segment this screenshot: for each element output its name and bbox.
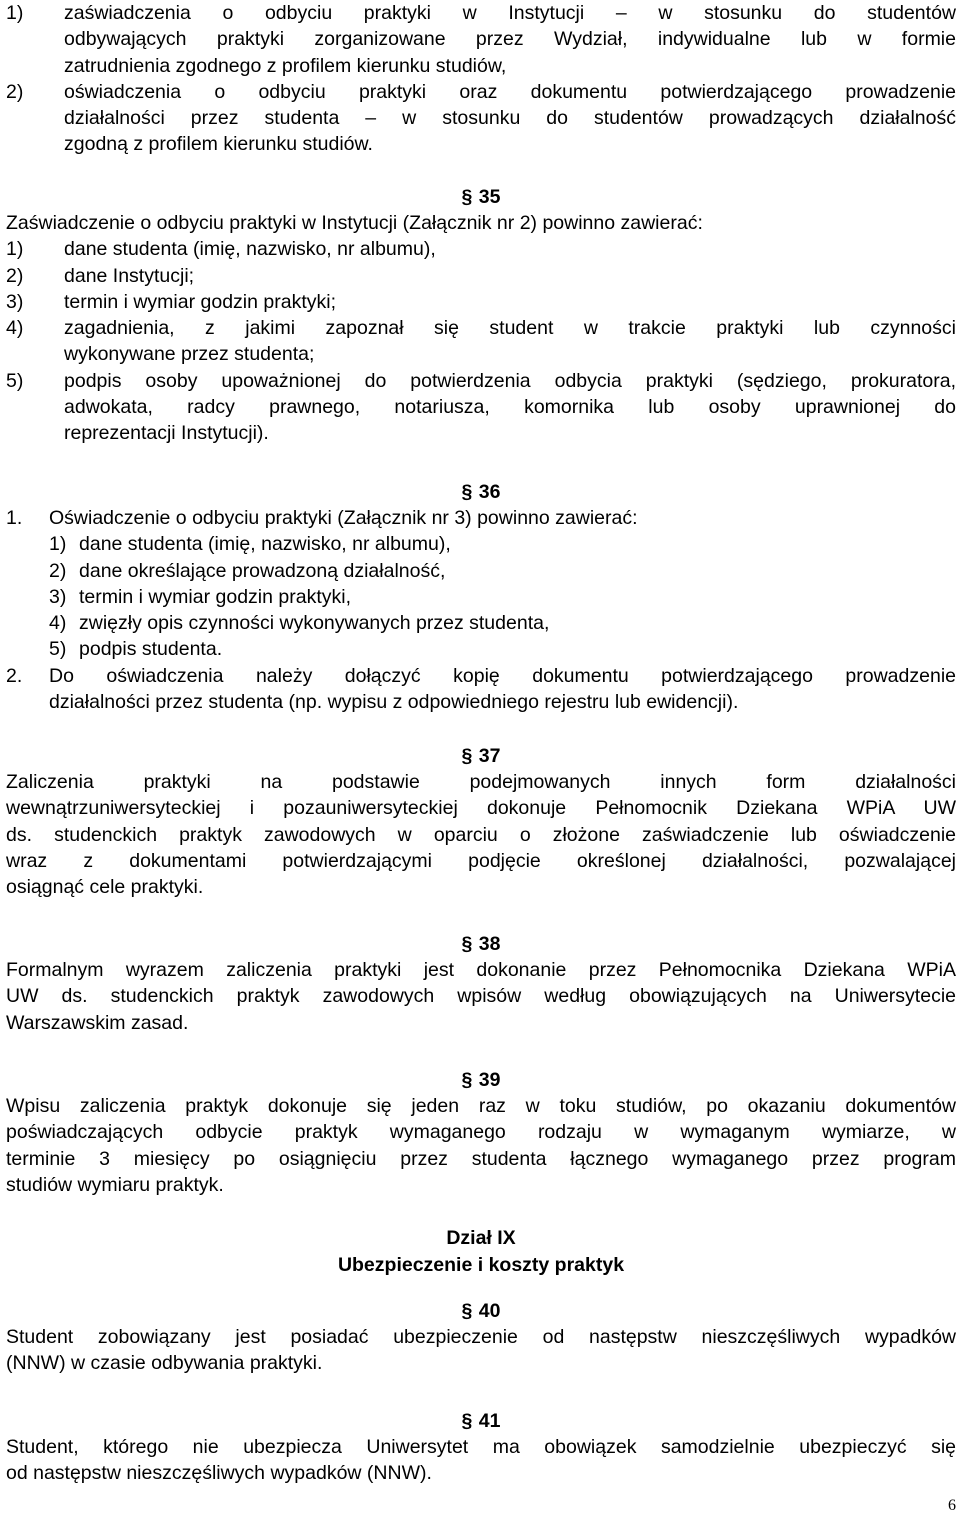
section-sign: § bbox=[461, 1069, 473, 1091]
item-text: termin i wymiar godzin praktyki, bbox=[79, 585, 351, 608]
paragraph-line: Warszawskim zasad. bbox=[6, 1011, 189, 1034]
paragraph-number: 1. bbox=[6, 507, 23, 529]
section-number: 36 bbox=[478, 481, 501, 503]
section-36-body bbox=[6, 505, 956, 715]
list-item bbox=[49, 558, 956, 584]
paragraph-line: wewnątrzuniwersyteckiej i pozauniwersyteckiej dokonuje Pełnomocnik Dziekana WPiA UW bbox=[6, 797, 956, 820]
section-39-body bbox=[6, 1093, 956, 1198]
item-number: 5) bbox=[6, 369, 24, 392]
item-number: 2) bbox=[49, 559, 67, 582]
paragraph-line: Student zobowiązany jest posiadać ubezpieczenie od następstw nieszczęśliwych wypadków bbox=[6, 1326, 956, 1348]
paragraph-line: od następstw nieszczęśliwych wypadków (NNW). bbox=[6, 1462, 432, 1485]
item-number: 1) bbox=[6, 2, 24, 24]
paragraph-line: działalności przez studenta (np. wypisu z odpowiedniego rejestru lub ewidencji). bbox=[49, 691, 739, 714]
top-list bbox=[6, 0, 956, 158]
item-number: 2) bbox=[6, 264, 24, 287]
list-item bbox=[49, 584, 956, 610]
section-heading-41 bbox=[6, 1408, 956, 1434]
list-item bbox=[49, 610, 956, 636]
paragraph-line: terminie 3 miesięcy po osiągnięciu przez studenta łącznego wymaganego przez program bbox=[6, 1147, 956, 1170]
paragraph-line: wraz z dokumentami potwierdzającymi podjęcie określonej działalności, pozwalającej bbox=[6, 849, 956, 872]
item-number: 3) bbox=[49, 585, 67, 608]
section-sign: § bbox=[461, 1300, 473, 1322]
list-item bbox=[6, 368, 956, 447]
section-number: 41 bbox=[478, 1410, 501, 1432]
item-number: 3) bbox=[6, 290, 24, 313]
item-line: termin i wymiar godzin praktyki; bbox=[64, 290, 336, 313]
page-number: 6 bbox=[948, 1497, 956, 1514]
item-number: 1) bbox=[6, 238, 24, 261]
section-41-body bbox=[6, 1434, 956, 1487]
item-line: zagadnienia, z jakimi zapoznał się student w trakcie praktyki lub czynności bbox=[64, 317, 956, 340]
section-heading-37 bbox=[6, 743, 956, 769]
section-number: 35 bbox=[478, 186, 501, 208]
item-line: odbywających praktyki zorganizowane przez Wydział, indywidualne lub w formie bbox=[64, 28, 956, 51]
division-subtitle: Ubezpieczenie i koszty praktyk bbox=[337, 1254, 625, 1276]
paragraph-line: (NNW) w czasie odbywania praktyki. bbox=[6, 1352, 323, 1375]
item-text: podpis studenta. bbox=[79, 638, 223, 661]
section-number: 38 bbox=[478, 933, 501, 955]
item-line: podpis osoby upoważnionej do potwierdzenia odbycia praktyki (sędziego, prokuratora, bbox=[64, 369, 956, 392]
section-heading-40 bbox=[6, 1298, 956, 1324]
section-sign: § bbox=[461, 481, 473, 503]
section-heading-36 bbox=[6, 479, 956, 505]
section-number: 37 bbox=[478, 745, 501, 767]
paragraph-line: poświadczających odbycie praktyk wymaganego rodzaju w wymaganym wymiarze, w bbox=[6, 1121, 956, 1144]
item-number: 5) bbox=[49, 638, 67, 661]
item-number: 1) bbox=[49, 533, 67, 556]
paragraph-line: Do oświadczenia należy dołączyć kopię dokumentu potwierdzającego prowadzenie bbox=[49, 664, 956, 687]
item-number: 2) bbox=[6, 80, 24, 103]
section-35-body bbox=[6, 210, 956, 447]
section-sign: § bbox=[461, 1410, 473, 1432]
paragraph-line: studiów wymiaru praktyk. bbox=[6, 1173, 224, 1196]
paragraph-line: Wpisu zaliczenia praktyk dokonuje się jeden raz w toku studiów, po okazaniu dokumentów bbox=[6, 1095, 956, 1117]
paragraph-line: osiągnąć cele praktyki. bbox=[6, 876, 204, 899]
paragraph-line: Oświadczenie o odbyciu praktyki (Załącznik nr 3) powinno zawierać: bbox=[49, 507, 638, 529]
item-text: dane studenta (imię, nazwisko, nr albumu), bbox=[79, 533, 451, 556]
section-40-body bbox=[6, 1324, 956, 1377]
section-heading-38 bbox=[6, 931, 956, 957]
item-number: 4) bbox=[49, 612, 67, 635]
item-line: zatrudnienia zgodnego z profilem kierunku studiów, bbox=[64, 54, 507, 77]
section-number: 39 bbox=[478, 1069, 501, 1091]
paragraph-line: ds. studenckich praktyk zawodowych w oparciu o złożone zaświadczenie lub oświadczenie bbox=[6, 823, 956, 846]
item-text: dane określające prowadzoną działalność, bbox=[79, 559, 446, 582]
top-item-2 bbox=[6, 79, 956, 158]
list-item bbox=[6, 289, 956, 315]
section-38-body bbox=[6, 957, 956, 1036]
item-text: zwięzły opis czynności wykonywanych przez studenta, bbox=[79, 612, 550, 635]
item-line: zaświadczenia o odbyciu praktyki w Instytucji – w stosunku do studentów bbox=[64, 2, 956, 24]
top-item-1 bbox=[6, 0, 956, 79]
section-number: 40 bbox=[478, 1300, 501, 1322]
paragraph-2 bbox=[6, 663, 956, 716]
paragraph-line: Formalnym wyrazem zaliczenia praktyki jest dokonanie przez Pełnomocnika Dziekana WPiA bbox=[6, 959, 956, 981]
item-line: dane Instytucji; bbox=[64, 264, 195, 287]
division-title: Dział IX bbox=[446, 1227, 516, 1249]
item-line: dane studenta (imię, nazwisko, nr albumu), bbox=[64, 238, 436, 261]
list-item bbox=[49, 636, 956, 662]
item-line: wykonywane przez studenta; bbox=[64, 343, 315, 366]
item-line: działalności przez studenta – w stosunku do studentów prowadzących działalność bbox=[64, 107, 956, 130]
paragraph-line: Student, którego nie ubezpiecza Uniwersytet ma obowiązek samodzielnie ubezpieczyć się bbox=[6, 1436, 956, 1458]
paragraph-line: UW ds. studenckich praktyk zawodowych wpisów według obowiązujących na Uniwersytecie bbox=[6, 985, 956, 1008]
list-item bbox=[6, 315, 956, 368]
list-item bbox=[49, 531, 956, 557]
paragraph-1 bbox=[6, 505, 956, 663]
item-line: zgodną z profilem kierunku studiów. bbox=[64, 133, 373, 156]
section-sign: § bbox=[461, 933, 473, 955]
section-intro: Zaświadczenie o odbyciu praktyki w Instytucji (Załącznik nr 2) powinno zawierać: bbox=[6, 212, 703, 234]
section-heading-35 bbox=[6, 184, 956, 210]
section-sign: § bbox=[461, 186, 473, 208]
item-line: oświadczenia o odbyciu praktyki oraz dokumentu potwierdzającego prowadzenie bbox=[64, 80, 956, 103]
section-37-body bbox=[6, 769, 956, 900]
item-number: 4) bbox=[6, 317, 24, 340]
item-line: adwokata, radcy prawnego, notariusza, komornika lub osoby uprawnionej do bbox=[64, 396, 956, 419]
list-item bbox=[6, 236, 956, 262]
list-item bbox=[6, 263, 956, 289]
section-heading-39 bbox=[6, 1067, 956, 1093]
paragraph-number: 2. bbox=[6, 664, 23, 687]
section-sign: § bbox=[461, 745, 473, 767]
paragraph-line: Zaliczenia praktyki na podstawie podejmowanych innych form działalności bbox=[6, 771, 956, 793]
item-line: reprezentacji Instytucji). bbox=[64, 422, 269, 445]
